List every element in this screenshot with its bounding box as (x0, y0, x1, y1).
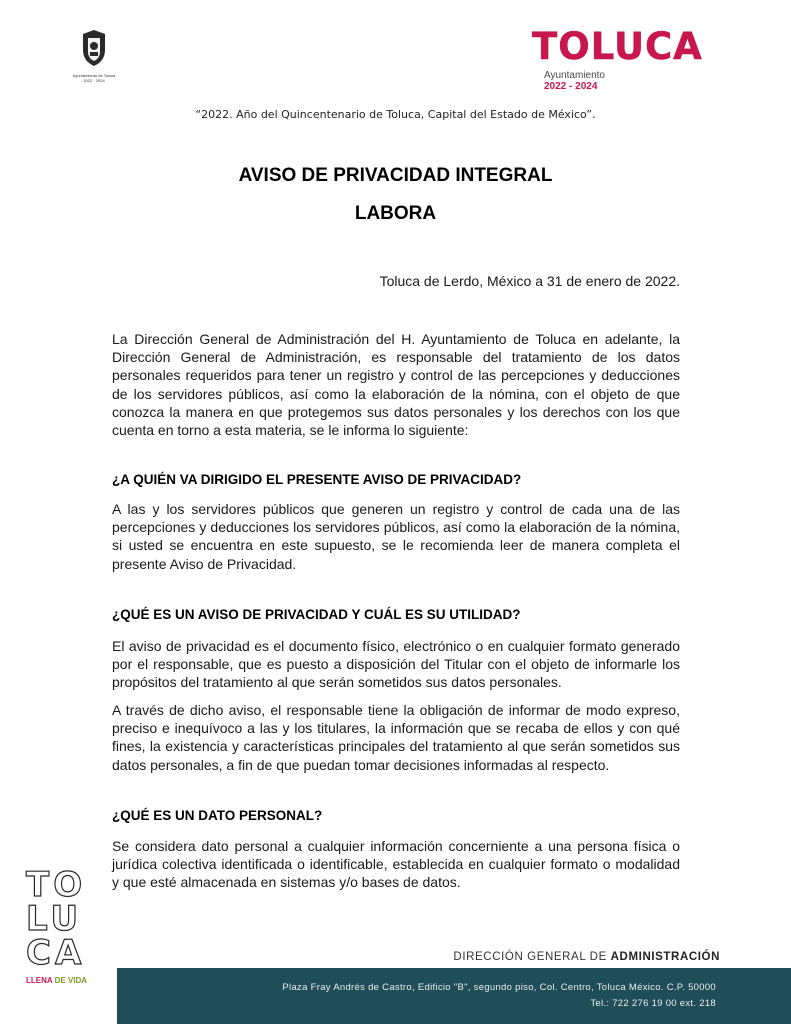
seal-caption-1: Ayuntamiento de Toluca (72, 73, 116, 78)
brand-word: TOLUCA (532, 25, 703, 68)
tagline-part-1: LLENA (26, 976, 53, 985)
footer-address: Plaza Fray Andrés de Castro, Edificio "B", segundo piso, Col. Centro, Toluca México. C.P. 50000 (282, 982, 716, 993)
department-name (453, 951, 720, 963)
section-2-paragraph-2: A través de dicho aviso, el responsable tiene la obligación de informar de modo expreso, preciso e inequívoco a las y los titulares, la información que se recaba de ellos y con qué fines, la existencia y características principales del tratamiento al que serán sometidos sus datos personales, a fin de que puedan tomar decisiones informadas al respecto. (112, 702, 680, 773)
footer-logo-row-1: TO (26, 865, 87, 905)
municipal-seal (70, 28, 118, 90)
year-motto: “2022. Año del Quincentenario de Toluca, Capital del Estado de México”. (195, 108, 596, 121)
footer-bar (117, 968, 791, 1024)
department-prefix: DIRECCIÓN GENERAL DE (453, 951, 607, 963)
section-heading-3: ¿QUÉ ES UN DATO PERSONAL? (112, 808, 323, 823)
brand-subtitle: Ayuntamiento (544, 70, 605, 81)
department-bold: ADMINISTRACIÓN (610, 951, 720, 963)
section-3-paragraph-1: Se considera dato personal a cualquier información concerniente a una persona física o jurídica colectiva identificada o identificable, establecida en cualquier formato o modalidad y que esté almacenada en sistemas y/o bases de datos. (112, 838, 680, 891)
document-title: AVISO DE PRIVACIDAD INTEGRAL (238, 165, 553, 186)
footer-phone: Tel.: 722 276 19 00 ext. 218 (590, 998, 716, 1009)
seal-shield-icon (79, 28, 109, 68)
intro-paragraph: La Dirección General de Administración del H. Ayuntamiento de Toluca en adelante, la Dirección General de Administración, es responsable del tratamiento de los datos personales requeridos para tener un registro y control de las percepciones y deducciones de los servidores públicos, así como la elaboración de la nómina, con el objeto de que conozca la manera en que protegemos sus datos personales y los derechos con los que cuenta en torno a esta materia, se le informa lo siguiente: (112, 331, 680, 439)
section-heading-2: ¿QUÉ ES UN AVISO DE PRIVACIDAD Y CUÁL ES SU UTILIDAD? (112, 607, 521, 622)
tagline-part-2: DE VIDA (54, 976, 88, 985)
section-1-paragraph-1: A las y los servidores públicos que generen un registro y control de cada una de las percepciones y deducciones los servidores públicos, así como la elaboración de la nómina, si usted se encuentra en este supuesto, se le recomienda leer de manera completa el presente Aviso de Privacidad. (112, 501, 680, 572)
footer-logo-row-2: LU (26, 899, 83, 939)
dateline: Toluca de Lerdo, México a 31 de enero de 2022. (379, 273, 680, 289)
footer-logo-tagline (26, 976, 116, 985)
section-heading-1: ¿A QUIÉN VA DIRIGIDO EL PRESENTE AVISO DE PRIVACIDAD? (112, 472, 522, 487)
document-subtitle: LABORA (354, 203, 437, 224)
footer-toluca-logo (26, 865, 116, 1018)
seal-caption-2: 2022 · 2024 (83, 78, 105, 83)
brand-years: 2022 - 2024 (544, 81, 598, 92)
footer-logo-row-3: CA (26, 933, 86, 973)
section-2-paragraph-1: El aviso de privacidad es el documento físico, electrónico o en cualquier formato generado por el responsable, que es puesto a disposición del Titular con el objeto de informarle los propósitos del tratamiento al que serán sometidos sus datos personales. (112, 638, 680, 691)
toluca-brand-logo (532, 26, 722, 98)
